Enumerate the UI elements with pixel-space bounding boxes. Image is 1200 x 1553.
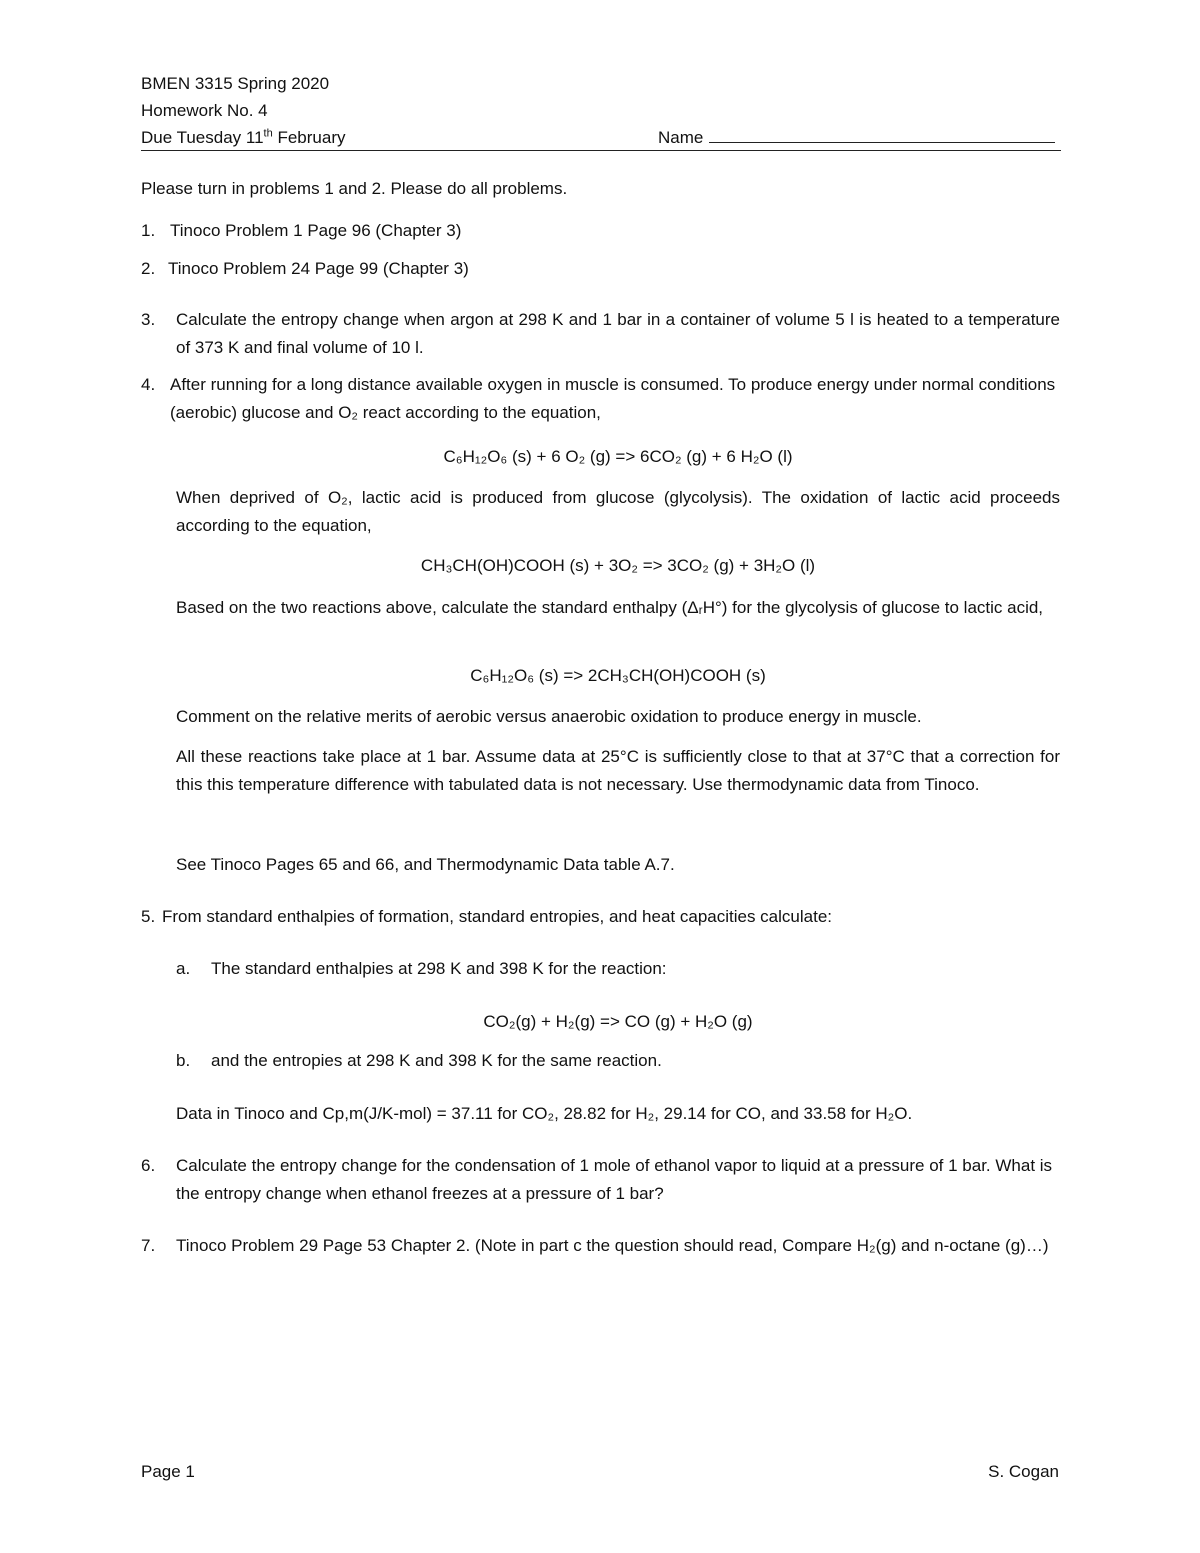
homework-number: Homework No. 4 <box>141 101 268 120</box>
name-field <box>658 124 1055 152</box>
due-date-prefix: Due Tuesday 11 <box>141 128 264 147</box>
due-date <box>141 124 345 152</box>
problem-5b-text: and the entropies at 298 K and 398 K for the same reaction. <box>211 1051 662 1070</box>
due-date-superscript: th <box>263 127 273 140</box>
problem-5-intro: From standard enthalpies of formation, standard entropies, and heat capacities calculate: <box>162 907 832 926</box>
equation-glycolysis: C₆H₁₂O₆ (s) => 2CH₃CH(OH)COOH (s) <box>470 666 766 685</box>
header-rule <box>141 150 1061 151</box>
problem-7-number: 7. <box>141 1236 156 1255</box>
problem-4-conditions-text: All these reactions take place at 1 bar. Assume data at 25°C is sufficiently close to that at 37°C that a correction for this this temperature difference with tabulated data is not necessary. Use thermodynamic data from Tinoco. <box>176 747 1060 794</box>
problem-4-glycolysis-text: When deprived of O₂, lactic acid is produced from glucose (glycolysis). The oxidation of lactic acid proceeds according to the equation, <box>176 488 1060 535</box>
problem-4-number: 4. <box>141 375 156 394</box>
footer-author: S. Cogan <box>988 1462 1059 1481</box>
problem-2-text: Tinoco Problem 24 Page 99 (Chapter 3) <box>168 259 469 278</box>
name-label: Name <box>658 128 704 147</box>
problem-1-number: 1. <box>141 221 156 240</box>
problem-2-number: 2. <box>141 259 156 278</box>
problem-5-number: 5. <box>141 907 156 926</box>
name-blank-line <box>709 124 1055 143</box>
problem-5a-text: The standard enthalpies at 298 K and 398 K for the reaction: <box>211 959 667 978</box>
equation-aerobic: C₆H₁₂O₆ (s) + 6 O₂ (g) => 6CO₂ (g) + 6 H₂O (l) <box>443 447 793 466</box>
due-date-suffix: February <box>272 128 346 147</box>
intro-text: Please turn in problems 1 and 2. Please do all problems. <box>141 179 568 198</box>
problem-4-intro: After running for a long distance available oxygen in muscle is consumed. To produce energy under normal conditions (aerobic) glucose and O₂ react according to the equation, <box>170 375 1056 422</box>
course-title: BMEN 3315 Spring 2020 <box>141 74 330 93</box>
problem-3-text: Calculate the entropy change when argon at 298 K and 1 bar in a container of volume 5 l is heated to a temperature of 373 K and final volume of 10 l. <box>176 310 1060 357</box>
problem-4-enthalpy-text: Based on the two reactions above, calculate the standard enthalpy (ΔᵣH°) for the glycolysis of glucose to lactic acid, <box>176 598 1044 617</box>
problem-1-text: Tinoco Problem 1 Page 96 (Chapter 3) <box>170 221 462 240</box>
problem-7-text: Tinoco Problem 29 Page 53 Chapter 2. (Note in part c the question should read, Compare H₂(g) and n-octane (g)…) <box>176 1236 1049 1255</box>
problem-5-heat-capacity-data: Data in Tinoco and Cp,m(J/K-mol) = 37.11 for CO₂, 28.82 for H₂, 29.14 for CO, and 33.58 for H₂O. <box>176 1104 913 1123</box>
problem-6-text: Calculate the entropy change for the condensation of 1 mole of ethanol vapor to liquid at a pressure of 1 bar. What is the entropy change when ethanol freezes at a pressure of 1 bar? <box>176 1156 1053 1203</box>
equation-water-gas-shift: CO₂(g) + H₂(g) => CO (g) + H₂O (g) <box>483 1012 753 1031</box>
problem-6-number: 6. <box>141 1156 156 1175</box>
footer-page-number: Page 1 <box>141 1462 195 1481</box>
problem-4-reference-text: See Tinoco Pages 65 and 66, and Thermodynamic Data table A.7. <box>176 855 675 874</box>
equation-lactic-oxidation: CH₃CH(OH)COOH (s) + 3O₂ => 3CO₂ (g) + 3H₂O (l) <box>420 556 816 575</box>
problem-5a-label: a. <box>176 959 191 978</box>
problem-4-comment-text: Comment on the relative merits of aerobic versus anaerobic oxidation to produce energy in muscle. <box>176 707 922 726</box>
problem-3-number: 3. <box>141 310 156 329</box>
problem-5b-label: b. <box>176 1051 191 1070</box>
